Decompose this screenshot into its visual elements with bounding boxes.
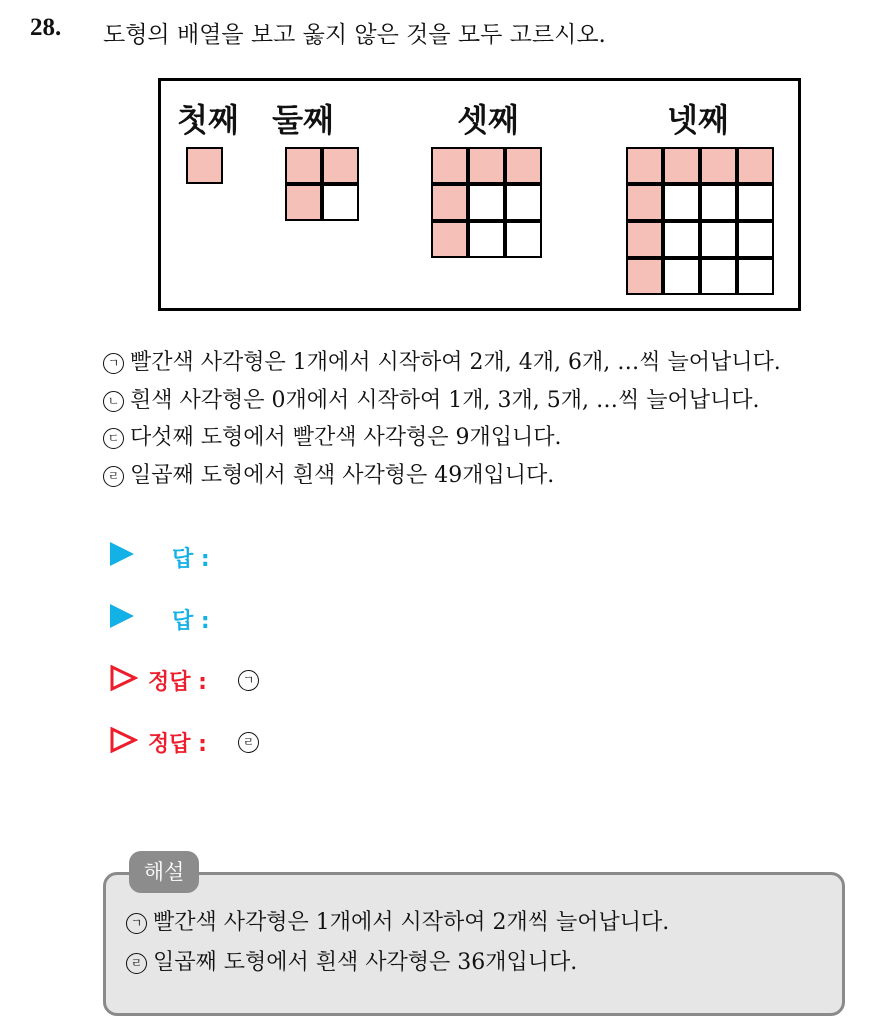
white-square <box>663 221 700 258</box>
white-square <box>663 258 700 295</box>
explanation-text: 빨간색 사각형은 1개에서 시작하여 2개씩 늘어납니다. <box>153 910 670 935</box>
correct-answer-row-1 <box>110 665 255 695</box>
statement-3 <box>103 419 781 457</box>
white-square <box>737 184 774 221</box>
statement-text: 일곱째 도형에서 흰색 사각형은 49개입니다. <box>130 462 555 488</box>
figure-1-grid <box>186 147 223 184</box>
white-square <box>468 221 505 258</box>
explanation-line-2 <box>126 943 669 983</box>
statement-text: 다섯째 도형에서 빨간색 사각형은 9개입니다. <box>130 425 562 450</box>
white-square <box>322 184 359 221</box>
figure-label-1: 첫째 <box>177 101 239 139</box>
red-square <box>285 147 322 184</box>
figure-2-grid <box>285 147 359 221</box>
statement-2 <box>103 382 781 420</box>
statement-text: 빨간색 사각형은 1개에서 시작하여 2개, 4개, 6개, …씩 늘어납니다. <box>130 350 781 375</box>
figure-label-4: 넷째 <box>667 101 729 139</box>
filled-triangle-icon <box>110 542 134 566</box>
red-square <box>431 221 468 258</box>
answer-label: 답 : <box>172 609 210 634</box>
red-square <box>737 147 774 184</box>
outline-triangle-icon <box>110 727 138 753</box>
red-square <box>431 184 468 221</box>
red-square <box>626 221 663 258</box>
circled-mark: ㄹ <box>126 953 147 974</box>
answer-row-1 <box>110 542 210 572</box>
filled-triangle-icon <box>110 604 134 628</box>
statement-text: 흰색 사각형은 0개에서 시작하여 1개, 3개, 5개, …씩 늘어납니다. <box>130 387 760 413</box>
circled-mark: ㄹ <box>103 466 124 487</box>
figure-label-3: 셋째 <box>457 101 519 139</box>
question-text: 도형의 배열을 보고 옳지 않은 것을 모두 고르시오. <box>103 22 606 48</box>
red-square <box>186 147 223 184</box>
circled-mark: ㄱ <box>238 670 259 691</box>
figure-4-grid <box>626 147 774 295</box>
red-square <box>700 147 737 184</box>
correct-answer-value <box>238 729 265 754</box>
white-square <box>700 184 737 221</box>
red-square <box>431 147 468 184</box>
red-square <box>663 147 700 184</box>
circled-mark: ㄴ <box>103 391 124 412</box>
white-square <box>700 258 737 295</box>
correct-answer-value <box>238 667 265 692</box>
circled-mark: ㄹ <box>238 732 259 753</box>
white-square <box>737 221 774 258</box>
red-square <box>468 147 505 184</box>
figure-3-grid <box>431 147 542 258</box>
figure-box <box>158 78 801 311</box>
circled-mark: ㄱ <box>103 353 124 374</box>
red-square <box>285 184 322 221</box>
white-square <box>505 184 542 221</box>
explanation-tab: 해설 <box>129 851 199 893</box>
statement-4 <box>103 457 781 495</box>
outline-triangle-icon <box>110 665 138 691</box>
answer-row-2 <box>110 604 210 634</box>
statement-1 <box>103 344 781 382</box>
figure-label-2: 둘째 <box>272 101 334 139</box>
answer-label: 답 : <box>172 547 210 572</box>
white-square <box>468 184 505 221</box>
circled-mark: ㄱ <box>126 913 147 934</box>
explanation-lines <box>126 903 669 983</box>
correct-answer-label: 정답 : <box>148 670 207 695</box>
red-square <box>626 184 663 221</box>
white-square <box>737 258 774 295</box>
white-square <box>700 221 737 258</box>
white-square <box>505 221 542 258</box>
red-square <box>505 147 542 184</box>
red-square <box>626 147 663 184</box>
question-number: 28. <box>30 14 62 41</box>
red-square <box>322 147 359 184</box>
explanation-line-1 <box>126 903 669 943</box>
white-square <box>663 184 700 221</box>
red-square <box>626 258 663 295</box>
correct-answer-row-2 <box>110 727 255 757</box>
circled-mark: ㄷ <box>103 428 124 449</box>
correct-answer-label: 정답 : <box>148 732 207 757</box>
explanation-text: 일곱째 도형에서 흰색 사각형은 36개입니다. <box>153 950 578 975</box>
statement-list <box>103 344 781 494</box>
